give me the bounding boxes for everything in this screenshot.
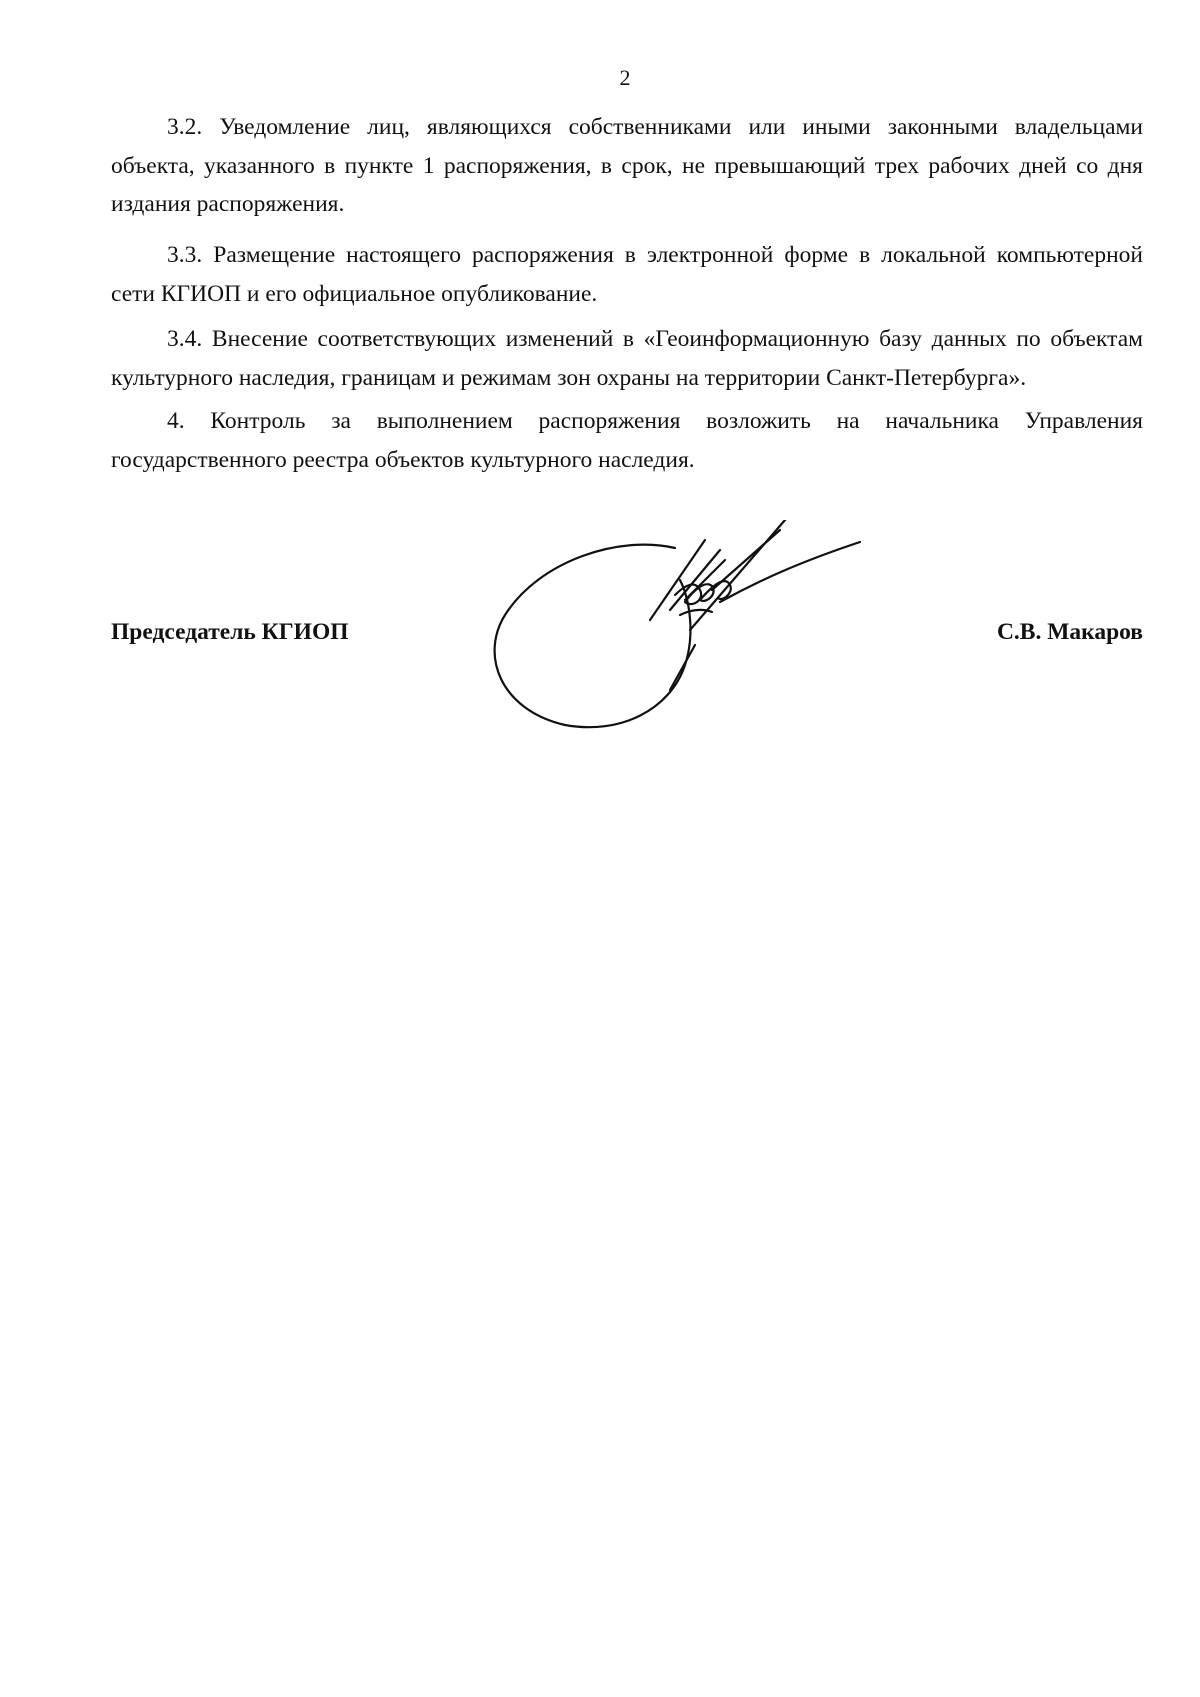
paragraph-4: 4. Контроль за выполнением распоряжения возложить на начальника Управления государственного реестра объектов культурного наследия. xyxy=(111,408,1143,473)
paragraph-3-4: 3.4. Внесение соответствующих изменений в «Геоинформационную базу данных по объектам культурного наследия, границам и режимам зон охраны на территории Санкт-Петербурга». xyxy=(111,326,1143,391)
page-number: 2 xyxy=(619,65,631,90)
paragraph-3-3: 3.3. Размещение настоящего распоряжения в электронной форме в локальной компьютерной сети КГИОП и его официальное опубликование. xyxy=(111,242,1143,307)
paragraph-3-2: 3.2. Уведомление лиц, являющихся собственниками или иными законными владельцами объекта, указанного в пункте 1 распоряжения, в срок, не превышающий трех рабочих дней со дня издания распоряжения. xyxy=(111,114,1143,217)
handwritten-signature xyxy=(480,520,900,740)
signatory-name: С.В. Макаров xyxy=(996,619,1143,645)
signatory-title: Председатель КГИОП xyxy=(111,619,349,645)
